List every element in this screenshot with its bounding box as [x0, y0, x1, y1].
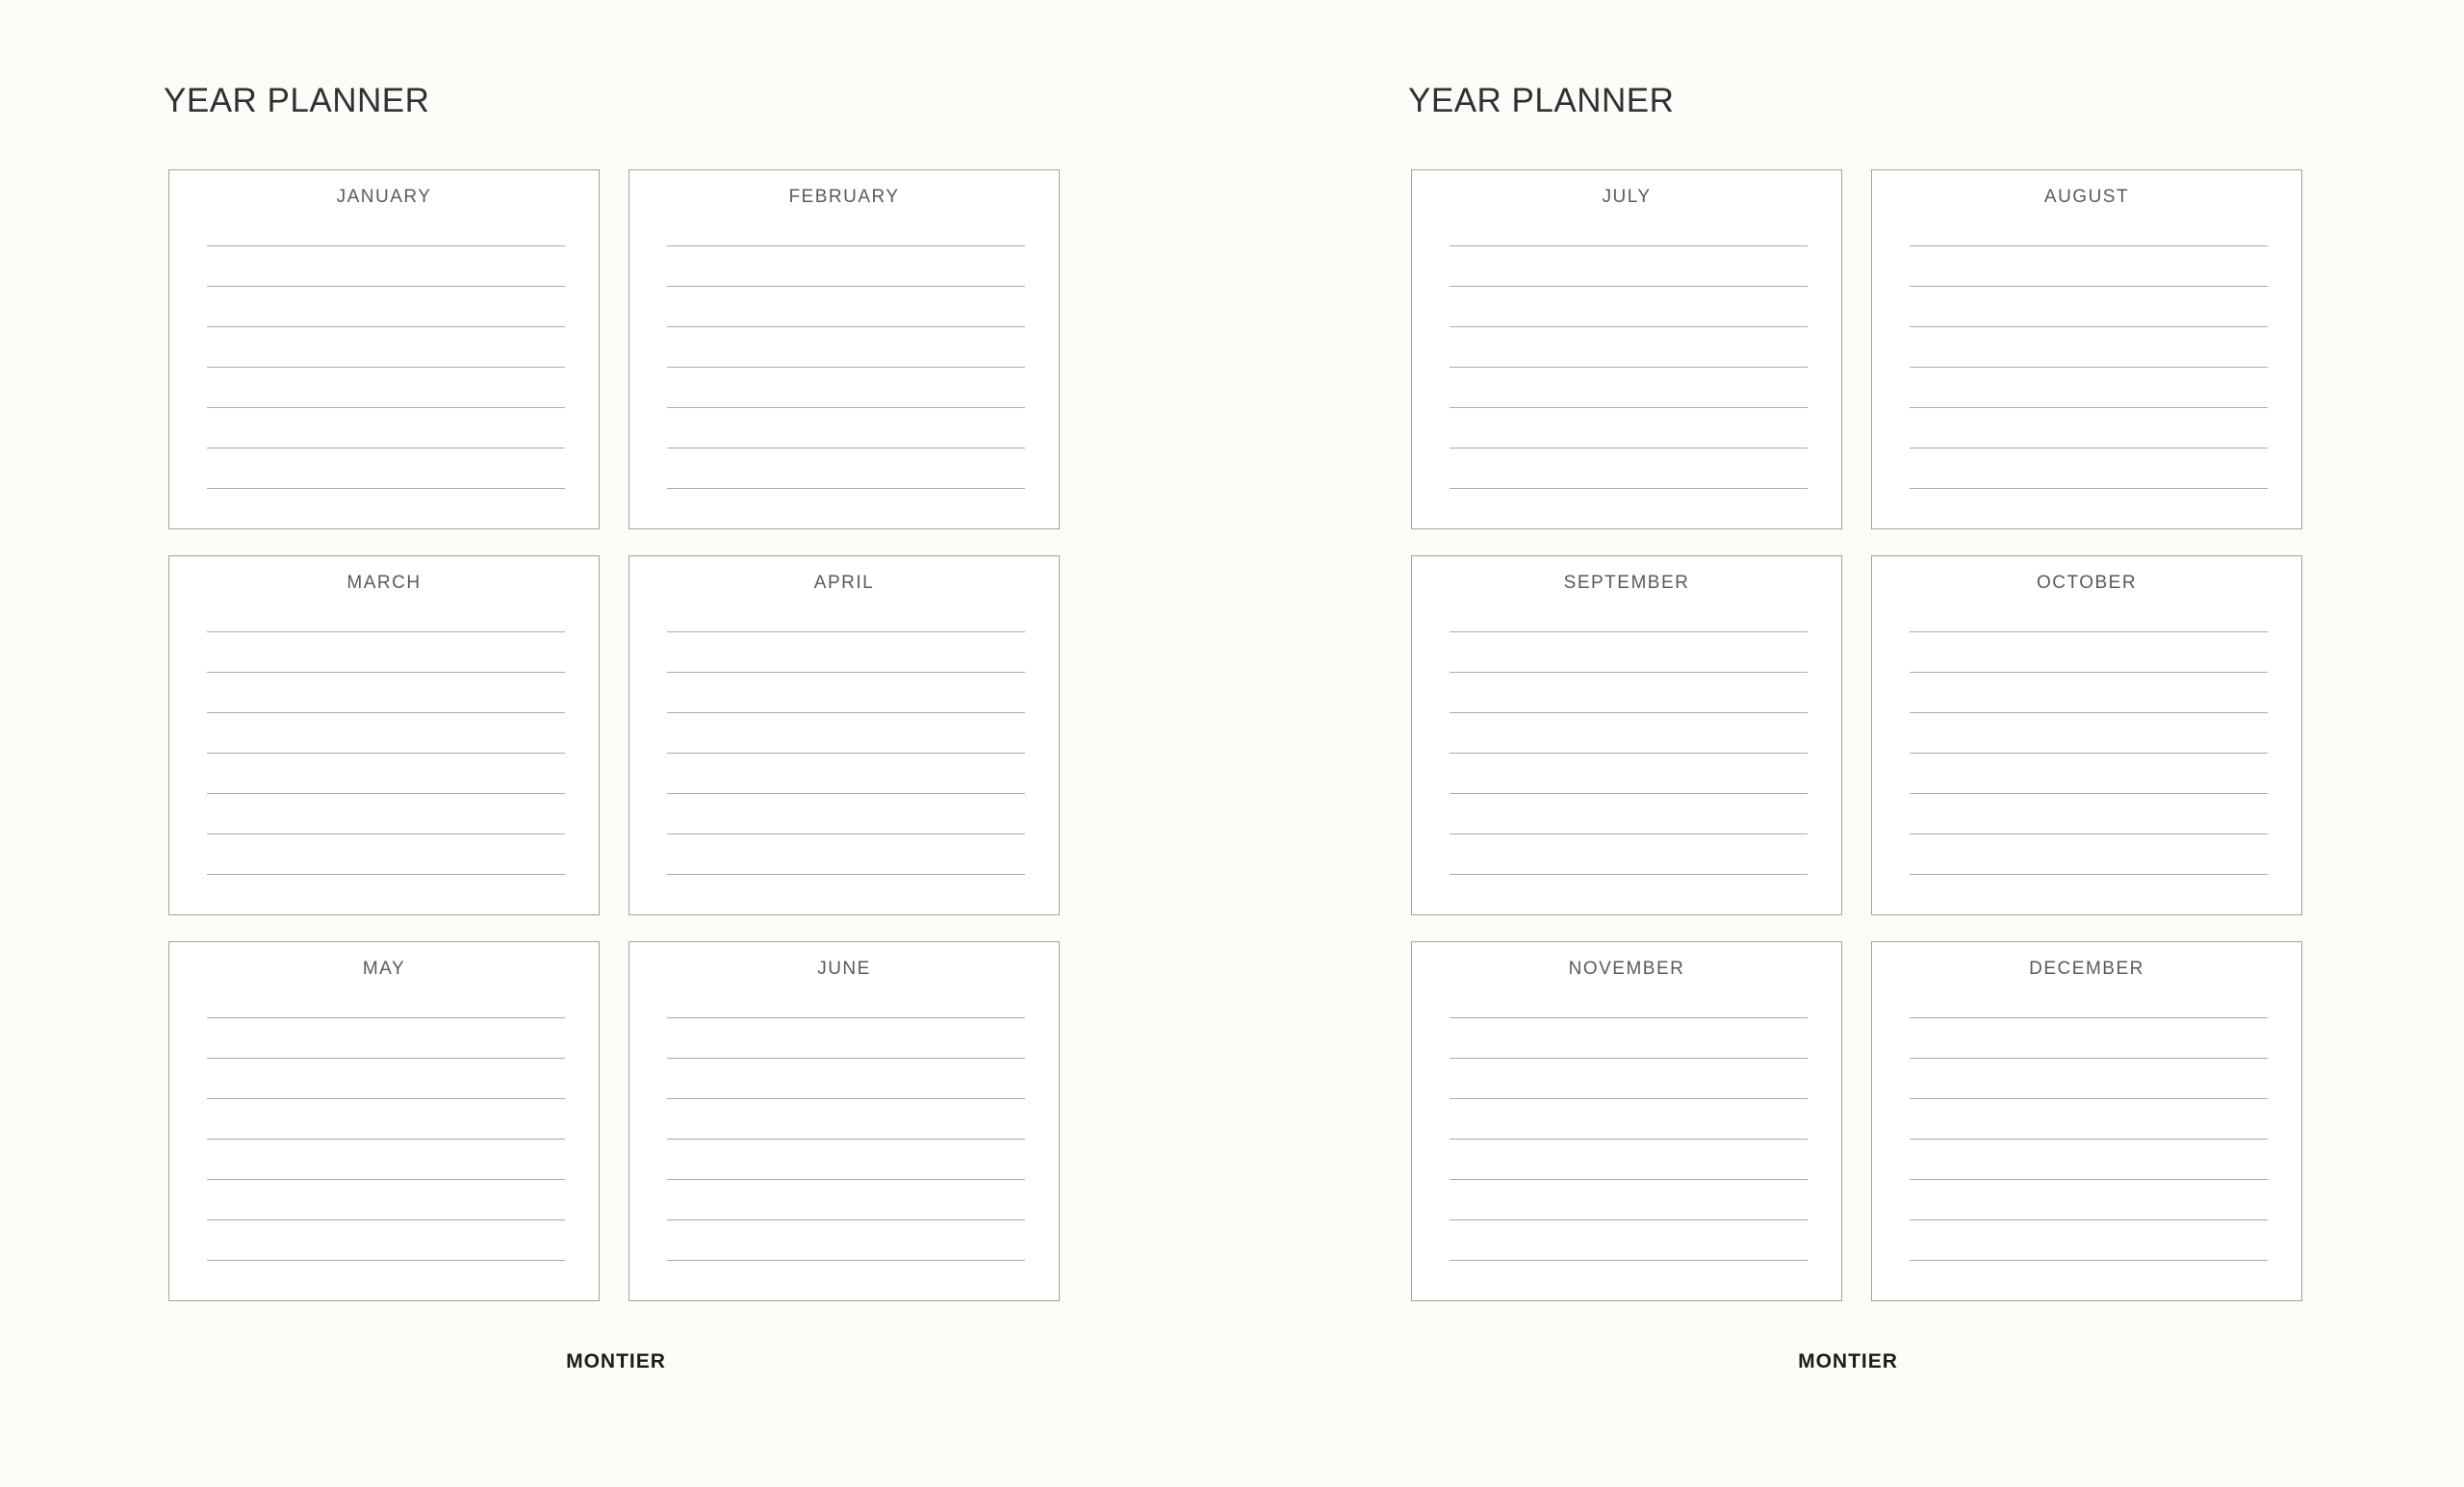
rule-line — [1910, 448, 2268, 488]
month-box-march — [168, 555, 600, 915]
rule-line — [1450, 1098, 1808, 1139]
rule-line — [207, 326, 565, 367]
rule-line — [667, 1139, 1025, 1179]
rule-line — [1450, 793, 1808, 833]
rule-line — [1910, 672, 2268, 712]
rule-line — [667, 712, 1025, 753]
rule-line — [667, 367, 1025, 407]
rule-line — [1450, 286, 1808, 326]
rule-line — [1450, 1260, 1808, 1300]
rule-line — [667, 1017, 1025, 1058]
month-box-september — [1411, 555, 1842, 915]
rule-line — [667, 753, 1025, 793]
rule-line — [1910, 1017, 2268, 1058]
ruled-lines — [1450, 1017, 1808, 1300]
ruled-lines — [207, 245, 565, 528]
rule-line — [667, 631, 1025, 672]
ruled-lines — [1910, 1017, 2268, 1300]
page-title: YEAR PLANNER — [1408, 82, 1675, 119]
rule-line — [667, 326, 1025, 367]
ruled-lines — [207, 1017, 565, 1300]
rule-line — [1450, 245, 1808, 286]
page-title: YEAR PLANNER — [164, 82, 430, 119]
rule-line — [1910, 326, 2268, 367]
month-box-july — [1411, 169, 1842, 529]
rule-line — [667, 1179, 1025, 1219]
rule-line — [1910, 712, 2268, 753]
month-grid-right — [1411, 169, 2302, 1301]
month-title-september: SEPTEMBER — [1563, 573, 1690, 593]
rule-line — [207, 631, 565, 672]
rule-line — [207, 1017, 565, 1058]
month-title-november: NOVEMBER — [1568, 959, 1685, 979]
rule-line — [1450, 753, 1808, 793]
rule-line — [207, 488, 565, 528]
month-box-october — [1871, 555, 2302, 915]
rule-line — [1910, 1260, 2268, 1300]
rule-line — [207, 874, 565, 914]
rule-line — [207, 833, 565, 874]
rule-line — [207, 367, 565, 407]
rule-line — [207, 1098, 565, 1139]
rule-line — [667, 286, 1025, 326]
rule-line — [1910, 833, 2268, 874]
rule-line — [1450, 1179, 1808, 1219]
month-box-february — [629, 169, 1060, 529]
ruled-lines — [1910, 245, 2268, 528]
month-title-october: OCTOBER — [2036, 573, 2138, 593]
rule-line — [207, 286, 565, 326]
rule-line — [667, 793, 1025, 833]
rule-line — [207, 793, 565, 833]
ruled-lines — [667, 245, 1025, 528]
month-title-june: JUNE — [817, 959, 871, 979]
rule-line — [1910, 793, 2268, 833]
rule-line — [1450, 1017, 1808, 1058]
rule-line — [207, 407, 565, 448]
rule-line — [667, 407, 1025, 448]
rule-line — [207, 672, 565, 712]
rule-line — [1450, 326, 1808, 367]
rule-line — [1450, 833, 1808, 874]
month-box-january — [168, 169, 600, 529]
rule-line — [1910, 1219, 2268, 1260]
rule-line — [667, 1260, 1025, 1300]
ruled-lines — [1450, 245, 1808, 528]
rule-line — [207, 448, 565, 488]
brand-logo: MONTIER — [1798, 1350, 1898, 1372]
rule-line — [667, 1098, 1025, 1139]
month-title-july: JULY — [1602, 187, 1652, 207]
ruled-lines — [207, 631, 565, 914]
month-box-april — [629, 555, 1060, 915]
rule-line — [1910, 1058, 2268, 1098]
rule-line — [207, 712, 565, 753]
month-title-january: JANUARY — [336, 187, 432, 207]
rule-line — [1910, 286, 2268, 326]
month-box-november — [1411, 941, 1842, 1301]
rule-line — [207, 1260, 565, 1300]
rule-line — [1450, 488, 1808, 528]
rule-line — [1450, 448, 1808, 488]
rule-line — [1910, 488, 2268, 528]
month-title-december: DECEMBER — [2029, 959, 2144, 979]
rule-line — [1910, 631, 2268, 672]
month-title-february: FEBRUARY — [788, 187, 900, 207]
rule-line — [667, 833, 1025, 874]
rule-line — [1450, 1219, 1808, 1260]
month-title-august: AUGUST — [2043, 187, 2130, 207]
rule-line — [667, 245, 1025, 286]
rule-line — [1910, 407, 2268, 448]
rule-line — [667, 1058, 1025, 1098]
rule-line — [1910, 245, 2268, 286]
rule-line — [1450, 712, 1808, 753]
rule-line — [667, 672, 1025, 712]
rule-line — [1450, 1058, 1808, 1098]
rule-line — [667, 448, 1025, 488]
ruled-lines — [667, 1017, 1025, 1300]
month-title-may: MAY — [362, 959, 406, 979]
month-box-december — [1871, 941, 2302, 1301]
month-grid-left — [168, 169, 1060, 1301]
rule-line — [1450, 1139, 1808, 1179]
rule-line — [207, 753, 565, 793]
rule-line — [1910, 1139, 2268, 1179]
rule-line — [207, 245, 565, 286]
rule-line — [207, 1219, 565, 1260]
rule-line — [1450, 407, 1808, 448]
rule-line — [207, 1139, 565, 1179]
rule-line — [1910, 367, 2268, 407]
rule-line — [1910, 874, 2268, 914]
ruled-lines — [1450, 631, 1808, 914]
rule-line — [1450, 631, 1808, 672]
ruled-lines — [1910, 631, 2268, 914]
rule-line — [1450, 672, 1808, 712]
page-right — [1232, 0, 2464, 1487]
rule-line — [667, 874, 1025, 914]
rule-line — [1910, 753, 2268, 793]
rule-line — [1910, 1179, 2268, 1219]
rule-line — [207, 1058, 565, 1098]
rule-line — [1450, 874, 1808, 914]
ruled-lines — [667, 631, 1025, 914]
rule-line — [1450, 367, 1808, 407]
rule-line — [207, 1179, 565, 1219]
month-box-june — [629, 941, 1060, 1301]
rule-line — [1910, 1098, 2268, 1139]
brand-logo: MONTIER — [566, 1350, 666, 1372]
month-title-march: MARCH — [346, 573, 422, 593]
rule-line — [667, 1219, 1025, 1260]
month-box-may — [168, 941, 600, 1301]
month-title-april: APRIL — [813, 573, 875, 593]
month-box-august — [1871, 169, 2302, 529]
rule-line — [667, 488, 1025, 528]
